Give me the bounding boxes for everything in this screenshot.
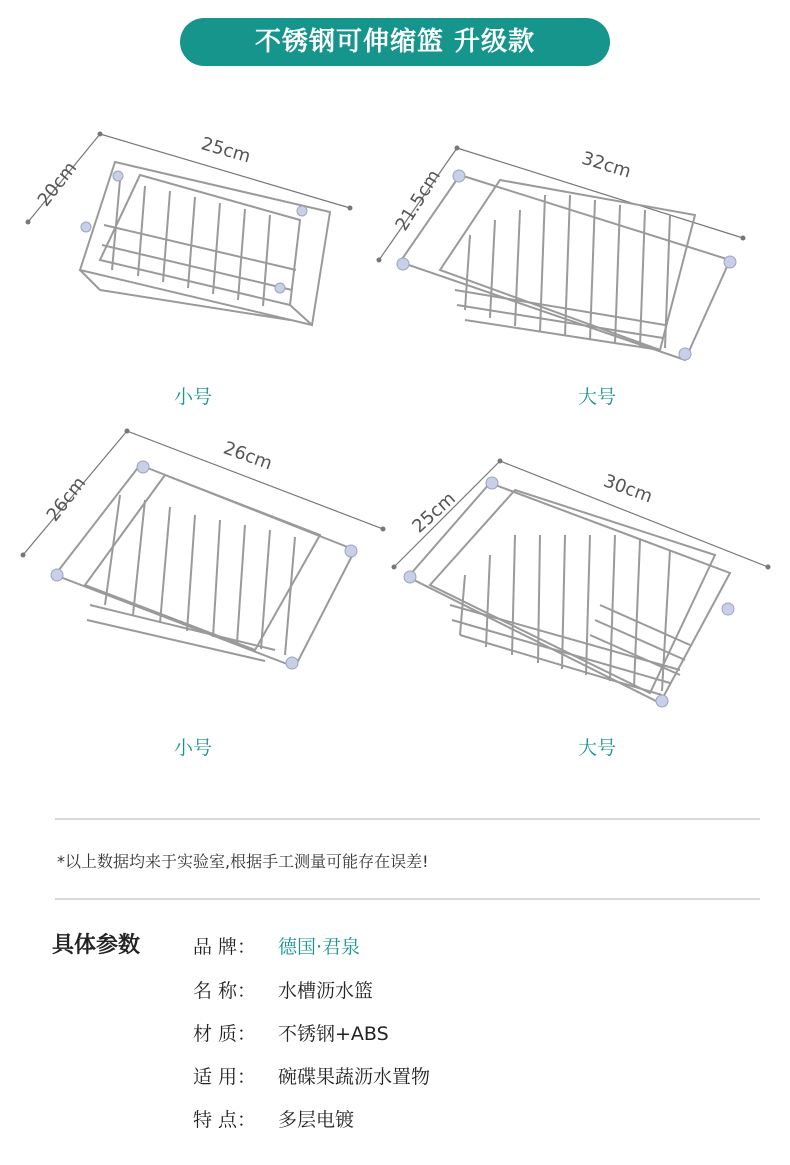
param-row-brand: [193, 932, 360, 959]
basket-icon: [80, 162, 330, 325]
param-row-material: [193, 1019, 389, 1046]
param-value: 不锈钢+ABS: [278, 1023, 389, 1045]
dimension-long-text: 26cm: [220, 437, 275, 475]
product-image-large-1: [375, 140, 755, 370]
basket-icon: [400, 175, 730, 360]
page-title: 不锈钢可伸缩篮 升级款: [180, 18, 610, 66]
dimension-short-text: 26cm: [42, 473, 91, 526]
size-label-large-2: 大号: [577, 737, 616, 759]
product-image-small-2: [15, 425, 390, 675]
param-value: 多层电镀: [278, 1109, 355, 1131]
param-value: 碗碟果蔬沥水置物: [278, 1066, 431, 1088]
dimension-short-text: 20cm: [33, 158, 82, 211]
product-image-small-1: [20, 120, 365, 350]
dimension-short-text: 25cm: [408, 488, 460, 538]
size-label-large-1: 大号: [577, 386, 616, 408]
param-row-name: [193, 976, 373, 1003]
param-value: 德国·君泉: [278, 936, 361, 958]
product-image-large-2: [390, 455, 780, 725]
basket-icon: [55, 465, 355, 667]
param-value: 水槽沥水篮: [278, 980, 374, 1002]
size-label-small-1: 小号: [173, 386, 212, 408]
param-key: 品 牌：: [193, 936, 257, 958]
param-row-feature: [193, 1105, 354, 1132]
param-key: 适 用：: [193, 1066, 257, 1088]
param-row-usage: [193, 1062, 430, 1089]
params-heading: 具体参数: [52, 933, 141, 958]
divider-bottom: [55, 898, 760, 900]
dimension-line-long: [127, 431, 383, 529]
size-label-small-2: 小号: [173, 737, 212, 759]
dimension-long-text: 32cm: [579, 147, 634, 183]
dimension-short-text: 21.5cm: [391, 166, 445, 235]
measurement-note: *以上数据均来于实验室,根据手工测量可能存在误差!: [57, 852, 429, 871]
param-key: 材 质：: [193, 1023, 257, 1045]
param-key: 名 称：: [193, 980, 257, 1002]
param-key: 特 点：: [193, 1109, 257, 1131]
dimension-long-text: 25cm: [198, 133, 253, 168]
dimension-long-text: 30cm: [600, 470, 656, 508]
divider-top: [55, 818, 760, 820]
basket-icon: [408, 483, 730, 703]
